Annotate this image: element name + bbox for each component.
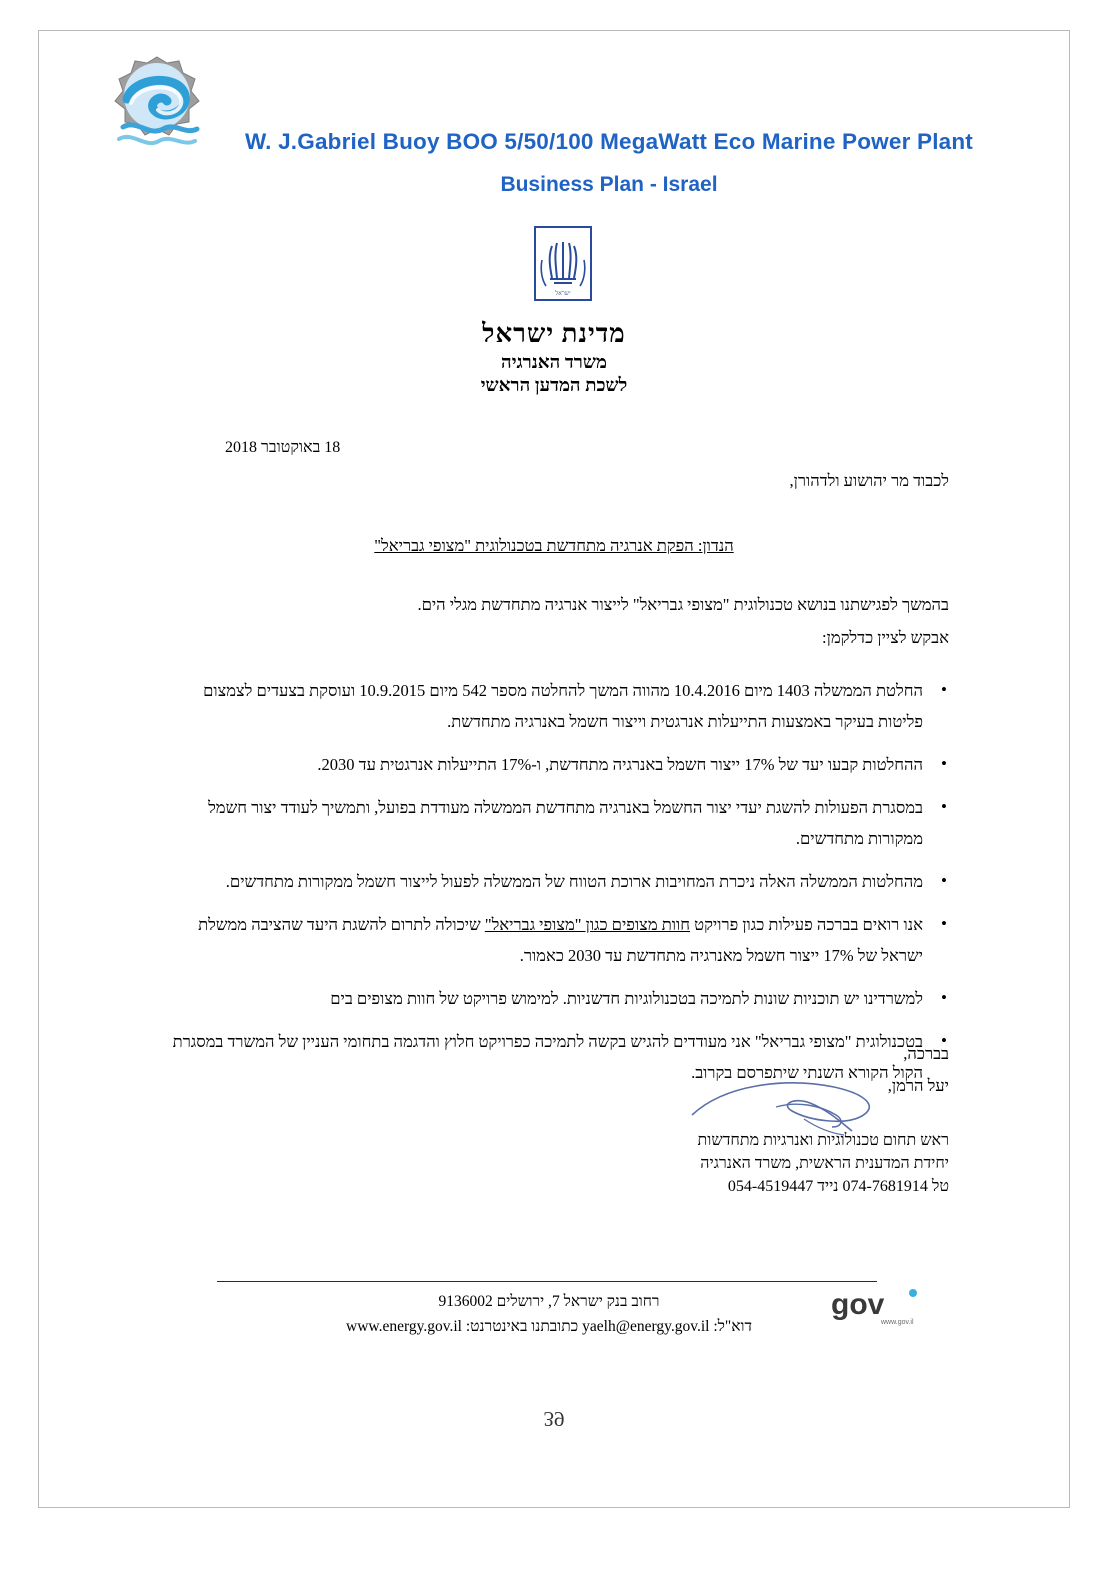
signer-role <box>698 1129 949 1198</box>
page-number: 39 <box>543 1407 565 1431</box>
ministry-line-3: לשכת המדען הראשי <box>480 376 628 396</box>
svg-text:gov: gov <box>831 1288 885 1321</box>
list-item: • מהחלטות הממשלה האלה ניכרת המחויבות ארוכת הטווח של הממשלה לפעול לייצור חשמל ממקורות מתחדשים. <box>159 866 949 897</box>
letter-subject-text: הנדון: הפקת אנרגיה מתחדשת בטכנולוגית "מצופי גבריאל" <box>374 536 734 555</box>
list-item: • במסגרת הפעולות להשגת יעדי יצור החשמל באנרגיה מתחדשת הממשלה מעודדת בפועל, ותמשיך לעודד יצור חשמל ממקורות מתחדשים. <box>159 792 949 854</box>
letter-subject <box>39 536 1069 556</box>
ministry-line-1: מדינת ישראל <box>482 319 626 348</box>
list-item: • ההחלטות קבעו יעד של 17% ייצור חשמל באנרגיה מתחדשת, ו-17% התייעלות אנרגטית עד 2030. <box>159 749 949 780</box>
intro-paragraph-2: אבקש לציין כדלקמן: <box>822 628 949 647</box>
intro-paragraph-1: בהמשך לפגישתנו בנושא טכנולוגית "מצופי גבריאל" לייצור אנרגיה מתחדשת מגלי הים. <box>417 595 949 614</box>
list-item: • אנו רואים בברכה פעילות כגון פרויקט חוות מצופים כגון "מצופי גבריאל" שיכולה לתרום להשגת היעד שהציבה ממשלת ישראל של 17% ייצור חשמל מאנרגיה מתחדשת עד 2030 כאמור. <box>159 909 949 971</box>
signer-role-line-1: ראש תחום טכנולוגיות ואנרגיות מתחדשות <box>697 1132 949 1149</box>
svg-text:ישראל: ישראל <box>555 291 571 297</box>
letter-body <box>159 589 949 1100</box>
svg-text:www.gov.il: www.gov.il <box>881 1319 914 1326</box>
footer-divider <box>217 1281 877 1282</box>
underlined-phrase: חוות מצופים כגון "מצופי גבריאל" <box>484 915 690 934</box>
israel-emblem-icon <box>534 226 592 301</box>
signer-role-line-2: יחידת המדענית הראשית, משרד האנרגיה <box>700 1155 949 1172</box>
bullet-list <box>159 675 949 1088</box>
signature-block <box>888 1041 949 1099</box>
footer-contact: דוא"ל: yaelh@energy.gov.il כתובתנו באינטרנט: www.energy.gov.il <box>346 1318 752 1335</box>
closing-paragraph: • בטכנולוגית "מצופי גבריאל" אני מעודדים להגיש בקשה לתמיכה כפרויקט חלוץ והדגמה בתחומי העניין של המשרד במסגרת הקול הקורא השנתי שיתפרסם בקרוב. <box>159 1026 949 1088</box>
regards-text: בברכה, <box>903 1044 949 1063</box>
list-item: • החלטת הממשלה 1403 מיום 10.4.2016 מהווה המשך להחלטה מספר 542 מיום 10.9.2015 ועוסקת בצעדים לצמצום פליטות בעיקר באמצעות התייעלות אנרגטית וייצור חשמל באנרגיה מתחדשת. <box>159 675 949 737</box>
letter-date: 18 באוקטובר 2018 <box>225 439 341 456</box>
page-title: W. J.Gabriel Buoy BOO 5/50/100 MegaWatt Eco Marine Power Plant <box>244 129 974 154</box>
gov-il-logo <box>829 1286 939 1330</box>
signer-name: יעל הרמן, <box>887 1076 949 1095</box>
ministry-block <box>39 319 1069 397</box>
letter-addressee: לכבוד מר יהושוע ולדהורן, <box>789 471 949 490</box>
signer-contact-line: טל 074-7681914 נייד 054-4519447 <box>727 1178 949 1195</box>
footer-address: רחוב בנק ישראל 7, ירושלים 9136002 <box>438 1293 660 1310</box>
list-item: • למשרדינו יש תוכניות שונות לתמיכה בטכנולוגיות חדשניות. למימוש פרויקט של חוות מצופים בים <box>159 983 949 1014</box>
footer <box>199 1289 899 1339</box>
ministry-line-2: משרד האנרגיה <box>501 353 607 373</box>
document-page <box>38 30 1070 1508</box>
page-subtitle: Business Plan - Israel <box>500 173 718 196</box>
